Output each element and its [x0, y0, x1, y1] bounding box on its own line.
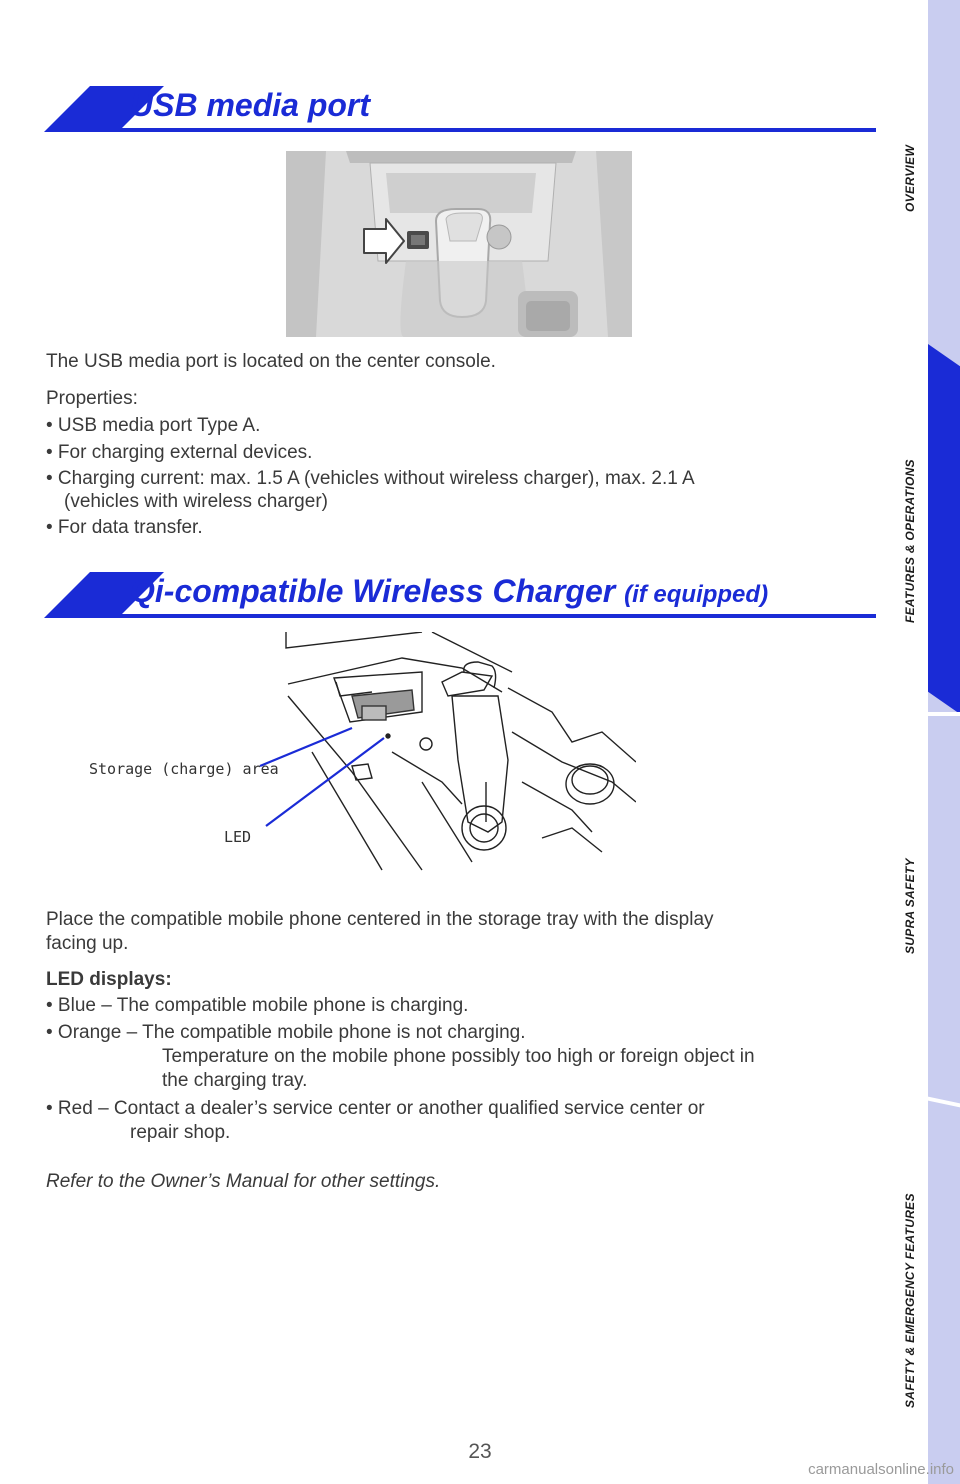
led-red-1: • Red – Contact a dealer’s service center or another qualified service center or: [46, 1098, 705, 1119]
tab-separator: [928, 712, 960, 716]
usb-intro: The USB media port is located on the center console.: [46, 351, 496, 372]
led-orange-3: the charging tray.: [162, 1070, 308, 1091]
tab-overview[interactable]: [928, 0, 960, 348]
led-red-2: repair shop.: [130, 1122, 231, 1143]
tab-label-supra-safety: SUPRA SAFETY: [903, 858, 917, 954]
qi-section-title: [130, 573, 768, 610]
refer-note: Refer to the Owner’s Manual for other settings.: [46, 1171, 441, 1192]
usb-properties-label: Properties:: [46, 388, 138, 409]
header-rule: [104, 614, 876, 618]
usb-port-photo: [286, 151, 632, 337]
usb-section-header: [44, 72, 876, 132]
led-displays-heading: LED displays:: [46, 969, 172, 990]
tab-label-safety-emergency: SAFETY & EMERGENCY FEATURES: [903, 1193, 917, 1408]
qi-place-line-2: facing up.: [46, 933, 129, 954]
callout-lines: [256, 720, 396, 840]
qi-title-suffix: (if equipped): [624, 581, 769, 608]
led-orange-2: Temperature on the mobile phone possibly too high or foreign object in: [162, 1046, 755, 1067]
usb-bullet-type-a: • USB media port Type A.: [46, 415, 261, 436]
qi-place-line-1: Place the compatible mobile phone centered in the storage tray with the display: [46, 909, 714, 930]
tab-features-operations[interactable]: [928, 344, 960, 714]
usb-bullet-current-cont: (vehicles with wireless charger): [64, 491, 328, 512]
callout-led: LED: [224, 828, 252, 846]
watermark: carmanualsonline.info: [808, 1461, 954, 1478]
tab-label-overview: OVERVIEW: [903, 144, 917, 212]
usb-bullet-current: • Charging current: max. 1.5 A (vehicles without wireless charger), max. 2.1 A: [46, 468, 695, 489]
tab-label-features-operations: FEATURES & OPERATIONS: [903, 459, 917, 623]
qi-section-header: [44, 558, 876, 618]
qi-title-main: Qi-compatible Wireless Charger: [130, 573, 616, 609]
usb-bullet-data: • For data transfer.: [46, 517, 203, 538]
tab-supra-safety[interactable]: [928, 714, 960, 1104]
usb-bullet-charging: • For charging external devices.: [46, 442, 313, 463]
callout-storage-area: Storage (charge) area: [89, 760, 279, 778]
led-blue: • Blue – The compatible mobile phone is charging.: [46, 995, 469, 1016]
header-rule: [104, 128, 876, 132]
page-number: 23: [468, 1440, 492, 1463]
led-orange-1: • Orange – The compatible mobile phone is not charging.: [46, 1022, 526, 1043]
usb-section-title: USB media port: [130, 87, 371, 123]
